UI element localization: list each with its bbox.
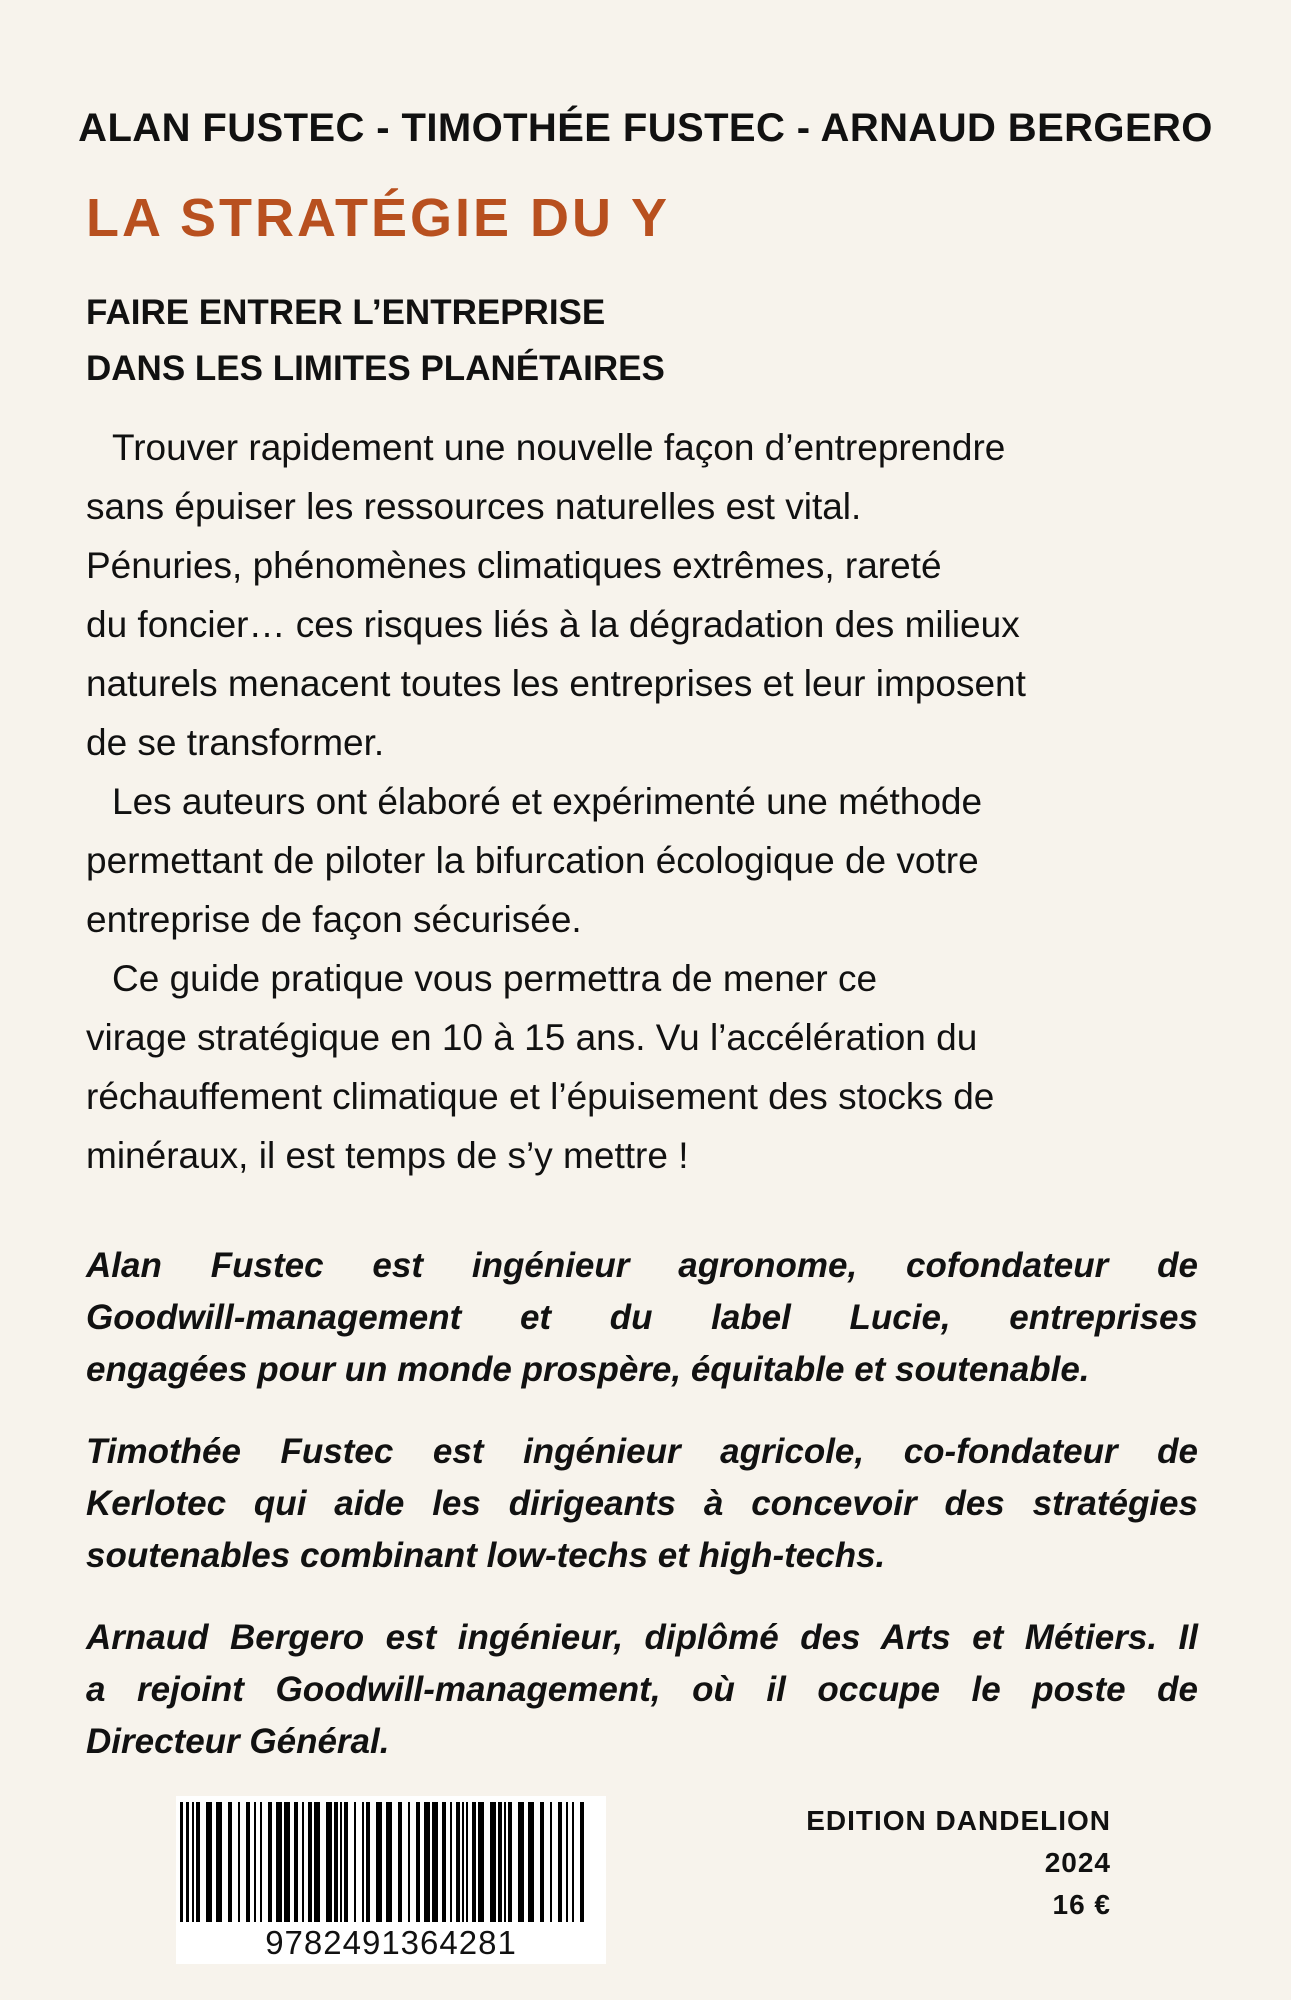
barcode-bar	[376, 1802, 382, 1922]
barcode	[176, 1796, 606, 1964]
barcode-bar	[472, 1802, 476, 1922]
barcode-bar	[424, 1802, 430, 1922]
bio-line: soutenables combinant low-techs et high-techs.	[86, 1536, 886, 1575]
barcode-bars	[176, 1802, 606, 1922]
barcode-bar	[314, 1802, 320, 1922]
barcode-bar	[386, 1802, 392, 1922]
blurb-line: réchauffement climatique et l’épuisement des stocks de	[86, 1076, 995, 1117]
barcode-bar	[456, 1802, 460, 1922]
barcode-bar	[216, 1802, 222, 1922]
book-title: LA STRATÉGIE DU Y	[86, 188, 671, 248]
barcode-bar	[508, 1802, 512, 1922]
barcode-bar	[254, 1802, 256, 1922]
barcode-bar	[504, 1802, 506, 1922]
barcode-bar	[284, 1802, 290, 1922]
publication-year: 2024	[1044, 1847, 1111, 1878]
author-bio-timothee	[86, 1426, 1198, 1582]
barcode-bar	[540, 1802, 544, 1922]
barcode-bar	[558, 1802, 562, 1922]
bio-line: Kerlotec qui aide les dirigeants à concevoir des stratégies	[86, 1484, 1198, 1523]
bio-line: Arnaud Bergero est ingénieur, diplômé des Arts et Métiers. Il	[86, 1618, 1198, 1657]
barcode-bar	[498, 1802, 502, 1922]
blurb-line: sans épuiser les ressources naturelles est vital.	[86, 486, 862, 527]
barcode-bar	[308, 1802, 312, 1922]
barcode-bar	[442, 1802, 446, 1922]
barcode-bar	[238, 1802, 240, 1922]
blurb-line: permettant de piloter la bifurcation écologique de votre	[86, 840, 979, 881]
barcode-bar	[302, 1802, 304, 1922]
barcode-bar	[466, 1802, 468, 1922]
bio-line: a rejoint Goodwill-management, où il occupe le poste de	[86, 1670, 1198, 1709]
barcode-bar	[566, 1802, 568, 1922]
price: 16 €	[1052, 1889, 1111, 1920]
bio-line: engagées pour un monde prospère, équitable et soutenable.	[86, 1350, 1090, 1389]
bio-line: Alan Fustec est ingénieur agronome, cofondateur de	[86, 1246, 1198, 1285]
barcode-bar	[192, 1802, 194, 1922]
bio-line: Timothée Fustec est ingénieur agricole, co-fondateur de	[86, 1432, 1198, 1471]
blurb-line: Trouver rapidement une nouvelle façon d’entreprendre	[112, 427, 1006, 468]
authors-line: ALAN FUSTEC - TIMOTHÉE FUSTEC - ARNAUD BERGERO	[78, 106, 1213, 150]
barcode-bar	[276, 1802, 282, 1922]
subtitle-line: DANS LES LIMITES PLANÉTAIRES	[86, 349, 665, 388]
barcode-bar	[206, 1802, 212, 1922]
blurb-line: Pénuries, phénomènes climatiques extrêmes, rareté	[86, 545, 942, 586]
isbn-number: 9782491364281	[265, 1924, 517, 1961]
barcode-bar	[416, 1802, 420, 1922]
barcode-bar	[518, 1802, 524, 1922]
barcode-bar	[246, 1802, 250, 1922]
blurb-line: entreprise de façon sécurisée.	[86, 899, 582, 940]
barcode-bar	[580, 1802, 584, 1922]
barcode-bar	[398, 1802, 402, 1922]
barcode-bar	[294, 1802, 298, 1922]
blurb	[86, 418, 1216, 1185]
subtitle	[86, 285, 665, 397]
barcode-bar	[326, 1802, 332, 1922]
publisher-info	[806, 1800, 1111, 1926]
bio-line: Goodwill-management et du label Lucie, entreprises	[86, 1298, 1198, 1337]
blurb-line: Les auteurs ont élaboré et expérimenté une méthode	[112, 781, 983, 822]
barcode-bar	[334, 1802, 338, 1922]
barcode-bar	[260, 1802, 262, 1922]
barcode-bar	[268, 1802, 272, 1922]
barcode-bar	[478, 1802, 484, 1922]
blurb-line: naturels menacent toutes les entreprises et leur imposent	[86, 663, 1026, 704]
blurb-line: virage stratégique en 10 à 15 ans. Vu l’accélération du	[86, 1017, 978, 1058]
barcode-bar	[366, 1802, 370, 1922]
blurb-line: minéraux, il est temps de s’y mettre !	[86, 1135, 689, 1176]
publisher-name: EDITION DANDELION	[806, 1805, 1111, 1836]
barcode-bar	[344, 1802, 348, 1922]
barcode-bar	[180, 1802, 183, 1922]
barcode-bar	[228, 1802, 232, 1922]
barcode-bar	[340, 1802, 342, 1922]
author-bio-arnaud	[86, 1612, 1198, 1768]
bio-line: Directeur Général.	[86, 1722, 390, 1761]
subtitle-line: FAIRE ENTRER L’ENTREPRISE	[86, 293, 606, 332]
blurb-line: de se transformer.	[86, 722, 385, 763]
barcode-bar	[550, 1802, 552, 1922]
barcode-bar	[462, 1802, 464, 1922]
barcode-bar	[362, 1802, 364, 1922]
blurb-line: Ce guide pratique vous permettra de mener ce	[112, 958, 878, 999]
barcode-bar	[196, 1802, 200, 1922]
barcode-bar	[528, 1802, 534, 1922]
barcode-bar	[572, 1802, 574, 1922]
barcode-bar	[354, 1802, 356, 1922]
barcode-bar	[408, 1802, 410, 1922]
barcode-bar	[450, 1802, 452, 1922]
barcode-bar	[186, 1802, 189, 1922]
blurb-line: du foncier… ces risques liés à la dégradation des milieux	[86, 604, 1020, 645]
barcode-bar	[432, 1802, 438, 1922]
author-bio-alan	[86, 1240, 1198, 1396]
barcode-bar	[490, 1802, 496, 1922]
